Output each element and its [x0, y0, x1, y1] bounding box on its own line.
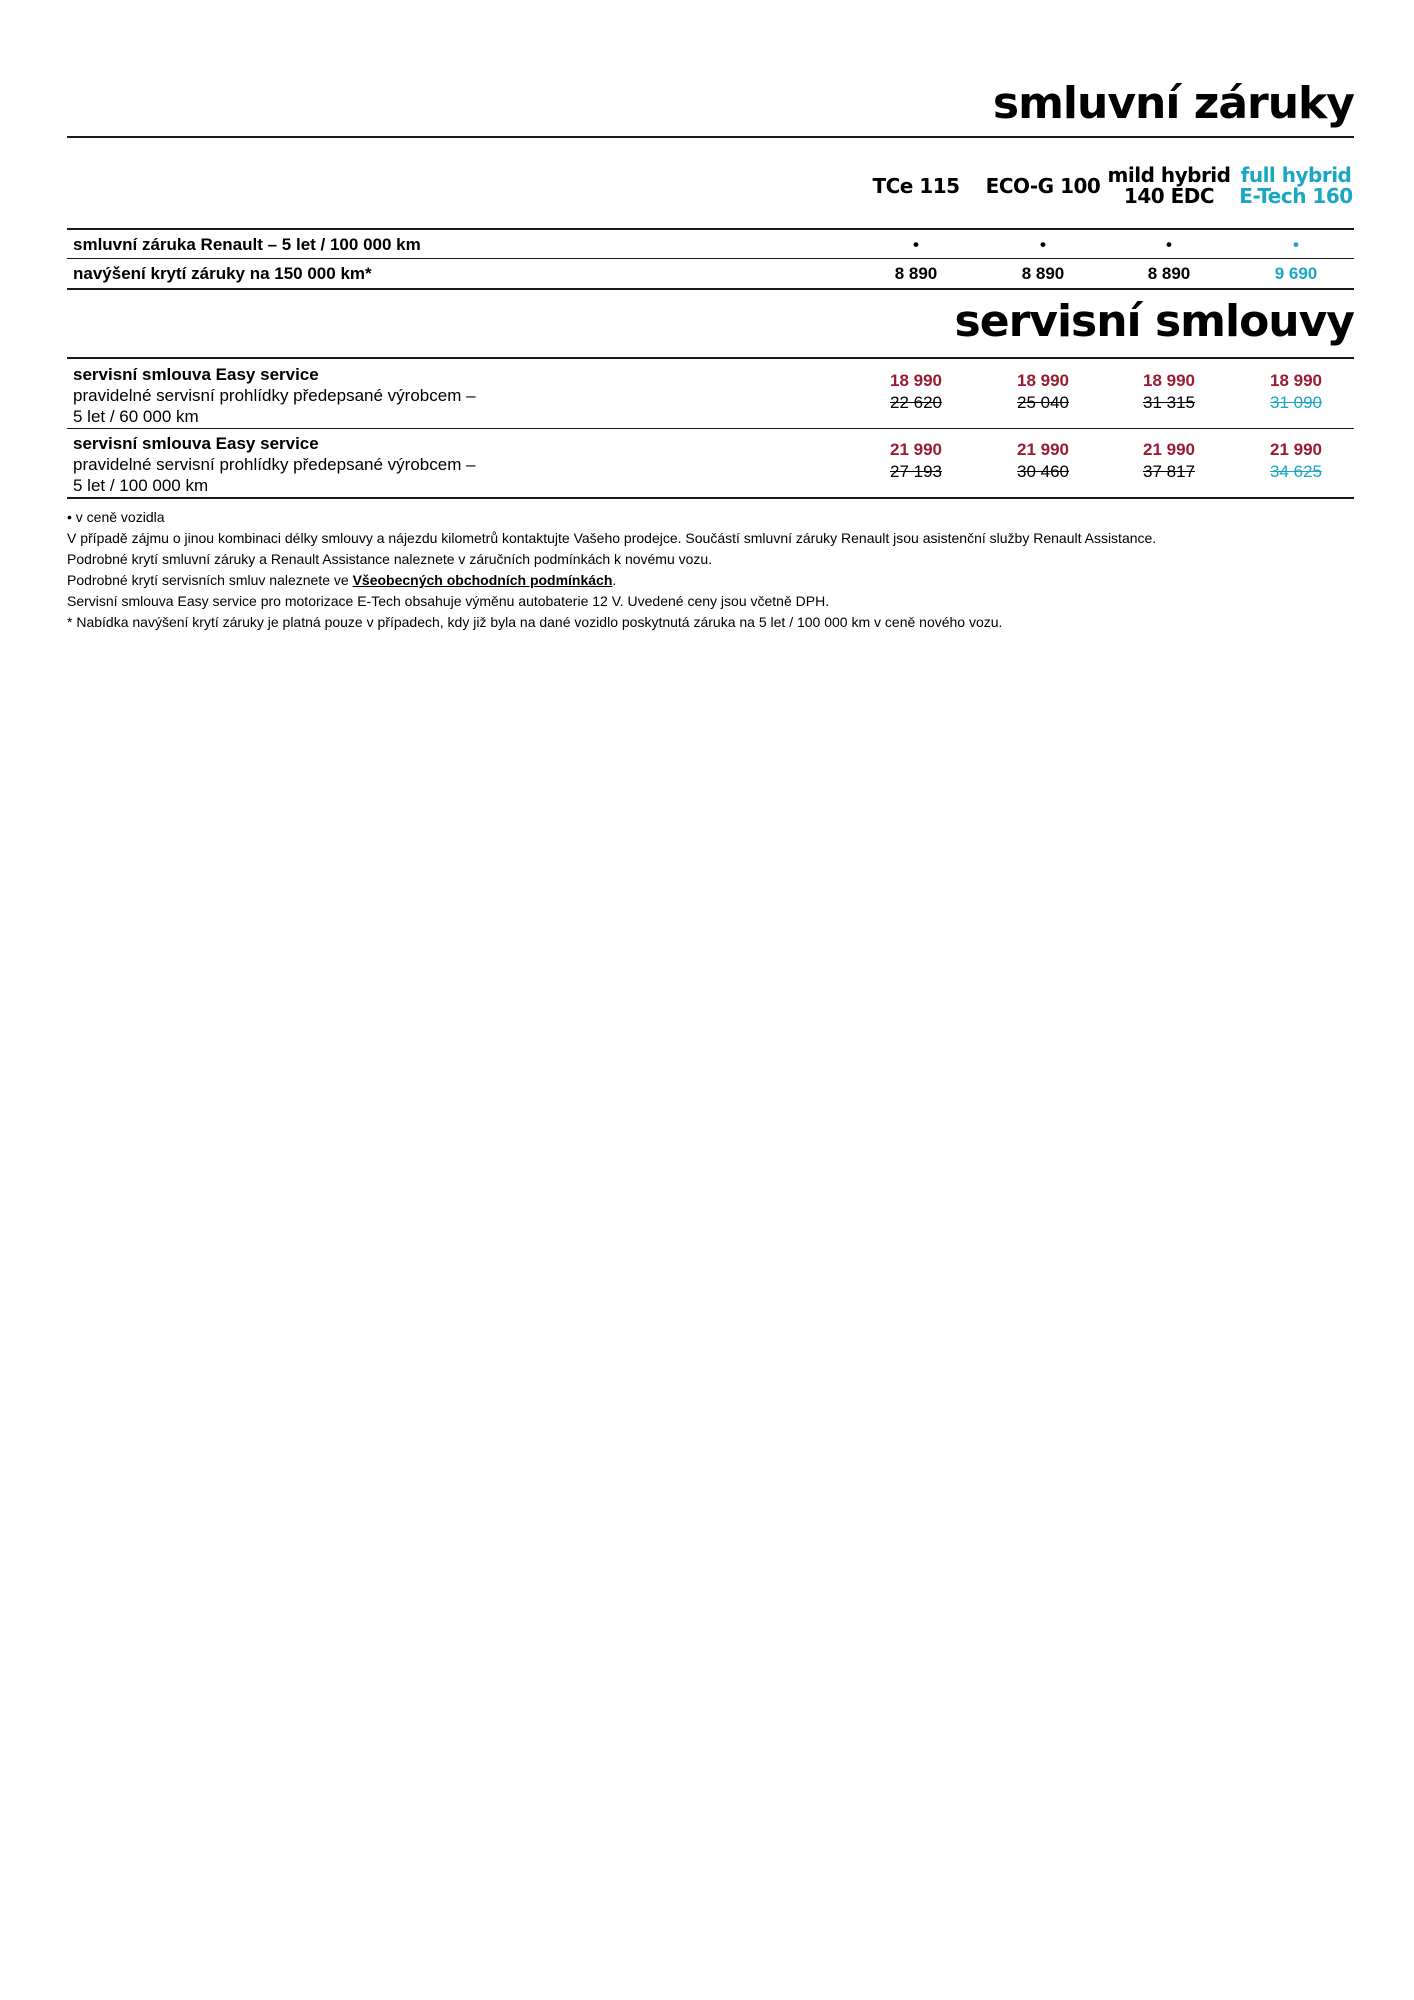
table-cell: 8 890: [1021, 264, 1065, 283]
table-cell: •: [1293, 235, 1299, 254]
divider: [67, 497, 1354, 499]
terms-link[interactable]: Všeobecných obchodních podmínkách: [352, 572, 613, 588]
price-new: 21 990: [890, 440, 942, 459]
divider: [67, 228, 1354, 230]
footnote-text: Podrobné krytí servisních smluv naleznete ve: [67, 572, 353, 588]
divider: [67, 258, 1354, 259]
price-new: 18 990: [1270, 371, 1322, 390]
price-new: 21 990: [1270, 440, 1322, 459]
footnote: * Nabídka navýšení krytí záruky je platná pouze v případech, kdy již byla na dané vozidlo poskytnutá záruka na 5 let / 100 000 km v ceně nového vozu.: [67, 614, 1003, 630]
service-description: pravidelné servisní prohlídky předepsané výrobcem –: [73, 386, 476, 405]
table-row: [67, 431, 1354, 497]
price-cell: [1107, 439, 1231, 483]
divider: [67, 288, 1354, 290]
price-new: 21 990: [1017, 440, 1069, 459]
table-cell: 9 690: [1274, 264, 1318, 283]
table-cell: 8 890: [894, 264, 938, 283]
service-description: pravidelné servisní prohlídky předepsané výrobcem –: [73, 455, 476, 474]
price-new: 18 990: [890, 371, 942, 390]
row-label: smluvní záruka Renault – 5 let / 100 000 km: [73, 235, 421, 254]
table-cell: •: [1166, 235, 1172, 254]
service-description: 5 let / 100 000 km: [73, 476, 209, 495]
footnote: • v ceně vozidla: [67, 509, 165, 525]
price-cell: [1234, 370, 1358, 414]
column-header-mild-hybrid: mild hybrid 140 EDC: [1107, 163, 1231, 208]
warranty-title: smluvní záruky: [992, 78, 1354, 129]
price-old: 37 817: [1143, 462, 1195, 481]
price-cell: [981, 439, 1105, 483]
divider: [67, 428, 1354, 429]
table-row: [67, 262, 1354, 286]
column-header-tce115: TCe 115: [872, 173, 960, 198]
table-cell: 8 890: [1147, 264, 1191, 283]
service-label: [73, 433, 553, 496]
footnote: V případě zájmu o jinou kombinaci délky smlouvy a nájezdu kilometrů kontaktujte Vašeho prodejce. Součástí smluvní záruky Renault jsou asistenční služby Renault Assistance.: [67, 530, 1157, 546]
footnote-text: .: [612, 572, 617, 588]
price-old: 27 193: [890, 462, 942, 481]
row-label: navýšení krytí záruky na 150 000 km*: [73, 264, 372, 283]
column-header-full-hybrid: full hybrid E-Tech 160: [1239, 163, 1353, 208]
price-cell: [854, 439, 978, 483]
price-old: 34 625: [1270, 462, 1322, 481]
table-cell: •: [913, 235, 919, 254]
service-label: [73, 364, 553, 427]
price-old: 22 620: [890, 393, 942, 412]
footnote: Servisní smlouva Easy service pro motorizace E-Tech obsahuje výměnu autobaterie 12 V. Uvedené ceny jsou včetně DPH.: [67, 593, 830, 609]
service-title-text: servisní smlouva Easy service: [73, 365, 319, 384]
table-row: [67, 233, 1354, 257]
service-title: servisní smlouvy: [954, 296, 1354, 347]
price-old: 31 090: [1270, 393, 1322, 412]
price-new: 18 990: [1143, 371, 1195, 390]
price-old: 30 460: [1017, 462, 1069, 481]
footnotes: [67, 507, 1354, 633]
price-cell: [854, 370, 978, 414]
table-cell: •: [1040, 235, 1046, 254]
divider: [67, 357, 1354, 359]
divider: [67, 136, 1354, 138]
footnote: [67, 570, 1354, 591]
service-description: 5 let / 60 000 km: [73, 407, 199, 426]
footnote: Podrobné krytí smluvní záruky a Renault Assistance naleznete v záručních podmínkách k novému vozu.: [67, 551, 713, 567]
price-old: 25 040: [1017, 393, 1069, 412]
price-cell: [1107, 370, 1231, 414]
price-old: 31 315: [1143, 393, 1195, 412]
price-cell: [1234, 439, 1358, 483]
service-title-text: servisní smlouva Easy service: [73, 434, 319, 453]
table-row: [67, 362, 1354, 428]
column-header-ecog100: ECO-G 100: [985, 173, 1101, 198]
price-new: 18 990: [1017, 371, 1069, 390]
price-cell: [981, 370, 1105, 414]
price-new: 21 990: [1143, 440, 1195, 459]
